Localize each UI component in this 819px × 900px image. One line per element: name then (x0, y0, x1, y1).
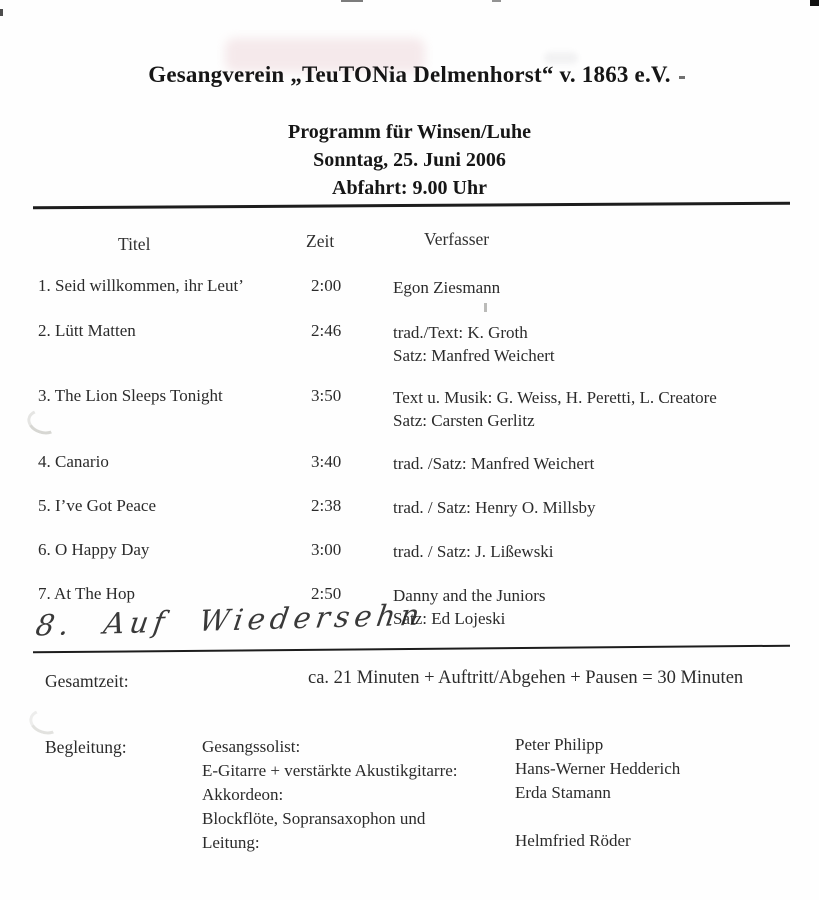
accompaniment-label: Begleitung: (45, 737, 127, 757)
song-title: 3. The Lion Sleeps Tonight (38, 386, 223, 405)
column-header-time: Zeit (306, 231, 335, 251)
song-author (393, 321, 555, 367)
column-header-author: Verfasser (424, 229, 490, 249)
total-time-value: ca. 21 Minuten + Auftritt/Abgehen + Pausen = 30 Minuten (308, 668, 744, 688)
song-title: 1. Seid willkommen, ihr Leut’ (38, 276, 244, 295)
role-label: Blockflöte, Sopransaxophon und (202, 809, 426, 828)
song-title: 2. Lütt Matten (38, 321, 136, 340)
song-duration: 3:40 (311, 452, 342, 471)
accompaniment-names (515, 735, 680, 855)
performer-name: Peter Philipp (515, 735, 604, 754)
song-title: 7. At The Hop (38, 584, 135, 603)
section-divider (33, 645, 790, 654)
song-author-line: Danny and the Juniors (393, 586, 546, 605)
song-author-line: Satz: Carsten Gerlitz (393, 411, 535, 430)
role-label: Leitung: (202, 833, 260, 852)
program-departure: Abfahrt: 9.00 Uhr (332, 177, 487, 199)
song-author-line: Text u. Musik: G. Weiss, H. Peretti, L. Creatore (393, 388, 717, 407)
song-title: 5. I’ve Got Peace (38, 496, 157, 515)
total-time-label: Gesamtzeit: (45, 671, 129, 691)
song-duration: 2:38 (311, 496, 342, 515)
role-label: Akkordeon: (202, 785, 284, 804)
song-duration: 2:00 (311, 276, 342, 295)
scan-speck (810, 0, 819, 6)
song-author-line: Satz: Ed Lojeski (393, 609, 506, 628)
song-duration: 3:50 (311, 386, 342, 405)
performer-name: Helmfried Röder (515, 831, 631, 850)
song-title: 6. O Happy Day (38, 540, 150, 559)
scan-speck (0, 9, 3, 16)
scan-speck (484, 303, 487, 312)
role-label: Gesangssolist: (202, 737, 301, 756)
song-author-line: trad./Text: K. Groth (393, 323, 528, 342)
performer-name: Erda Stamann (515, 783, 611, 802)
performer-name: Hans-Werner Hedderich (515, 759, 681, 778)
scan-smudge (24, 406, 62, 439)
club-name: Gesangverein „TeuTONia Delmenhorst“ v. 1863 e.V. (148, 62, 671, 87)
scan-speck (492, 0, 501, 2)
performer-name (515, 807, 680, 831)
scan-speck (341, 0, 363, 2)
role-label: E-Gitarre + verstärkte Akustikgitarre: (202, 761, 458, 780)
song-author: trad. /Satz: Manfred Weichert (393, 454, 595, 473)
song-duration: 2:50 (311, 584, 342, 603)
song-author (393, 386, 717, 432)
song-duration: 3:00 (311, 540, 342, 559)
song-title: 4. Canario (38, 452, 109, 471)
header-divider (33, 202, 790, 210)
handwritten-entry: 8. Auf Wiedersehn (33, 597, 427, 643)
scan-smudge (26, 706, 64, 739)
song-author: trad. / Satz: J. Lißewski (393, 542, 554, 561)
program-date: Sonntag, 25. Juni 2006 (313, 149, 506, 171)
song-author: Egon Ziesmann (393, 278, 501, 297)
song-author-line: Satz: Manfred Weichert (393, 346, 555, 365)
song-duration: 2:46 (311, 321, 342, 340)
program-title: Programm für Winsen/Luhe (288, 121, 531, 143)
column-header-title: Titel (118, 234, 151, 254)
song-author: trad. / Satz: Henry O. Millsby (393, 498, 596, 517)
accompaniment-roles (202, 737, 458, 857)
